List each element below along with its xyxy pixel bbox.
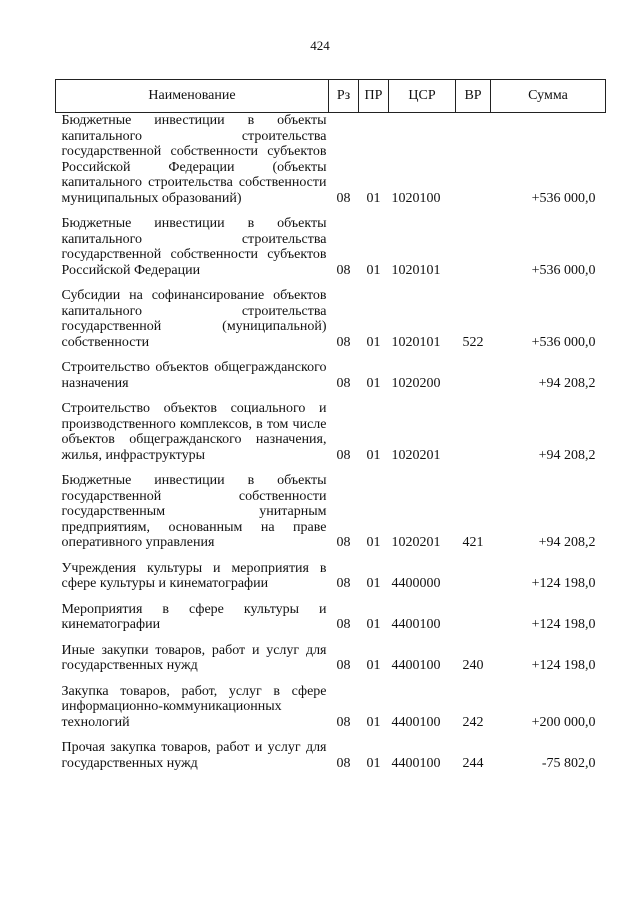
row-vr	[456, 401, 491, 463]
row-pr: 01	[366, 658, 381, 673]
header-vr: ВР	[456, 80, 491, 113]
row-rz: 08	[336, 617, 351, 632]
row-sum: +200 000,0	[531, 714, 596, 730]
table-header-row	[56, 80, 606, 113]
row-pr: 01	[366, 576, 381, 591]
table-row	[56, 360, 606, 391]
row-sum: +124 198,0	[531, 617, 596, 632]
row-vr: 240	[462, 658, 484, 673]
row-name: Прочая закупка товаров, работ и услуг для государственных нужд	[61, 740, 327, 771]
row-name: Строительство объектов социального и производственного комплексов, в том числе объектов общегражданского назначения, жилья, инфраструктуры	[61, 401, 327, 463]
row-name: Учреждения культуры и мероприятия в сфере культуры и кинематографии	[61, 560, 327, 591]
table-row	[56, 216, 606, 278]
row-rz: 08	[336, 375, 351, 391]
header-pr: ПР	[359, 80, 389, 113]
row-csr: 4400000	[391, 576, 441, 591]
row-sum: +536 000,0	[531, 334, 596, 350]
row-vr: 522	[462, 334, 484, 350]
header-name: Наименование	[56, 80, 329, 113]
budget-table	[55, 79, 606, 771]
table-row	[56, 561, 606, 592]
table-row	[56, 113, 606, 207]
row-vr: 421	[462, 535, 484, 550]
table-row	[56, 288, 606, 350]
row-sum: +94 208,2	[538, 375, 596, 391]
row-sum: +536 000,0	[531, 262, 596, 278]
row-rz: 08	[336, 658, 351, 673]
row-pr: 01	[366, 714, 381, 730]
row-name: Бюджетные инвестиции в объекты капитального строительства государственной собственности субъектов Российской Федерации (объекты капитального строительства собственности муниципальных образований)	[61, 113, 327, 206]
table-row	[56, 684, 606, 731]
row-pr: 01	[366, 617, 381, 632]
row-name: Иные закупки товаров, работ и услуг для государственных нужд	[61, 642, 327, 673]
row-rz: 08	[336, 447, 351, 463]
header-csr: ЦСР	[389, 80, 456, 113]
page-number: 424	[310, 38, 330, 53]
row-csr: 1020101	[391, 262, 441, 278]
row-csr: 1020200	[391, 375, 441, 391]
row-name: Бюджетные инвестиции в объекты капитального строительства государственной собственности субъектов Российской Федерации	[61, 216, 327, 278]
row-vr	[456, 360, 491, 391]
row-name: Строительство объектов общегражданского назначения	[61, 360, 327, 391]
row-pr: 01	[366, 190, 381, 206]
row-rz: 08	[336, 190, 351, 206]
row-sum: +536 000,0	[531, 190, 596, 206]
row-csr: 4400100	[391, 658, 441, 673]
table-row	[56, 602, 606, 633]
row-name: Субсидии на софинансирование объектов капитального строительства государственной (муниципальной) собственности	[61, 288, 327, 350]
row-pr: 01	[366, 535, 381, 550]
table-row	[56, 473, 606, 551]
row-name: Бюджетные инвестиции в объекты государственной собственности государственным унитарным предприятиям, основанным на праве оперативного управления	[61, 473, 327, 550]
row-vr: 244	[462, 755, 484, 771]
row-pr: 01	[366, 375, 381, 391]
row-pr: 01	[366, 262, 381, 278]
row-sum: -75 802,0	[541, 755, 596, 771]
row-vr	[456, 602, 491, 633]
row-rz: 08	[336, 576, 351, 591]
table-row	[56, 401, 606, 463]
row-name: Закупка товаров, работ, услуг в сфере информационно-коммуникационных технологий	[61, 683, 327, 730]
row-sum: +124 198,0	[531, 658, 596, 673]
row-csr: 1020100	[391, 190, 441, 206]
row-csr: 4400100	[391, 617, 441, 632]
row-rz: 08	[336, 755, 351, 771]
row-sum: +124 198,0	[531, 576, 596, 591]
table-row	[56, 740, 606, 771]
row-pr: 01	[366, 334, 381, 350]
header-sum: Сумма	[491, 80, 606, 113]
row-sum: +94 208,2	[538, 535, 596, 550]
row-csr: 1020201	[391, 535, 441, 550]
row-rz: 08	[336, 714, 351, 730]
row-rz: 08	[336, 334, 351, 350]
row-csr: 1020201	[391, 447, 441, 463]
row-pr: 01	[366, 755, 381, 771]
row-sum: +94 208,2	[538, 447, 596, 463]
table-row	[56, 643, 606, 674]
row-csr: 4400100	[391, 755, 441, 771]
row-vr	[456, 113, 491, 207]
header-rz: Рз	[329, 80, 359, 113]
row-rz: 08	[336, 535, 351, 550]
row-csr: 4400100	[391, 714, 441, 730]
row-pr: 01	[366, 447, 381, 463]
row-rz: 08	[336, 262, 351, 278]
row-vr	[456, 216, 491, 278]
row-name: Мероприятия в сфере культуры и кинематографии	[61, 601, 327, 632]
row-vr: 242	[462, 714, 484, 730]
row-vr	[456, 561, 491, 592]
row-csr: 1020101	[391, 334, 441, 350]
